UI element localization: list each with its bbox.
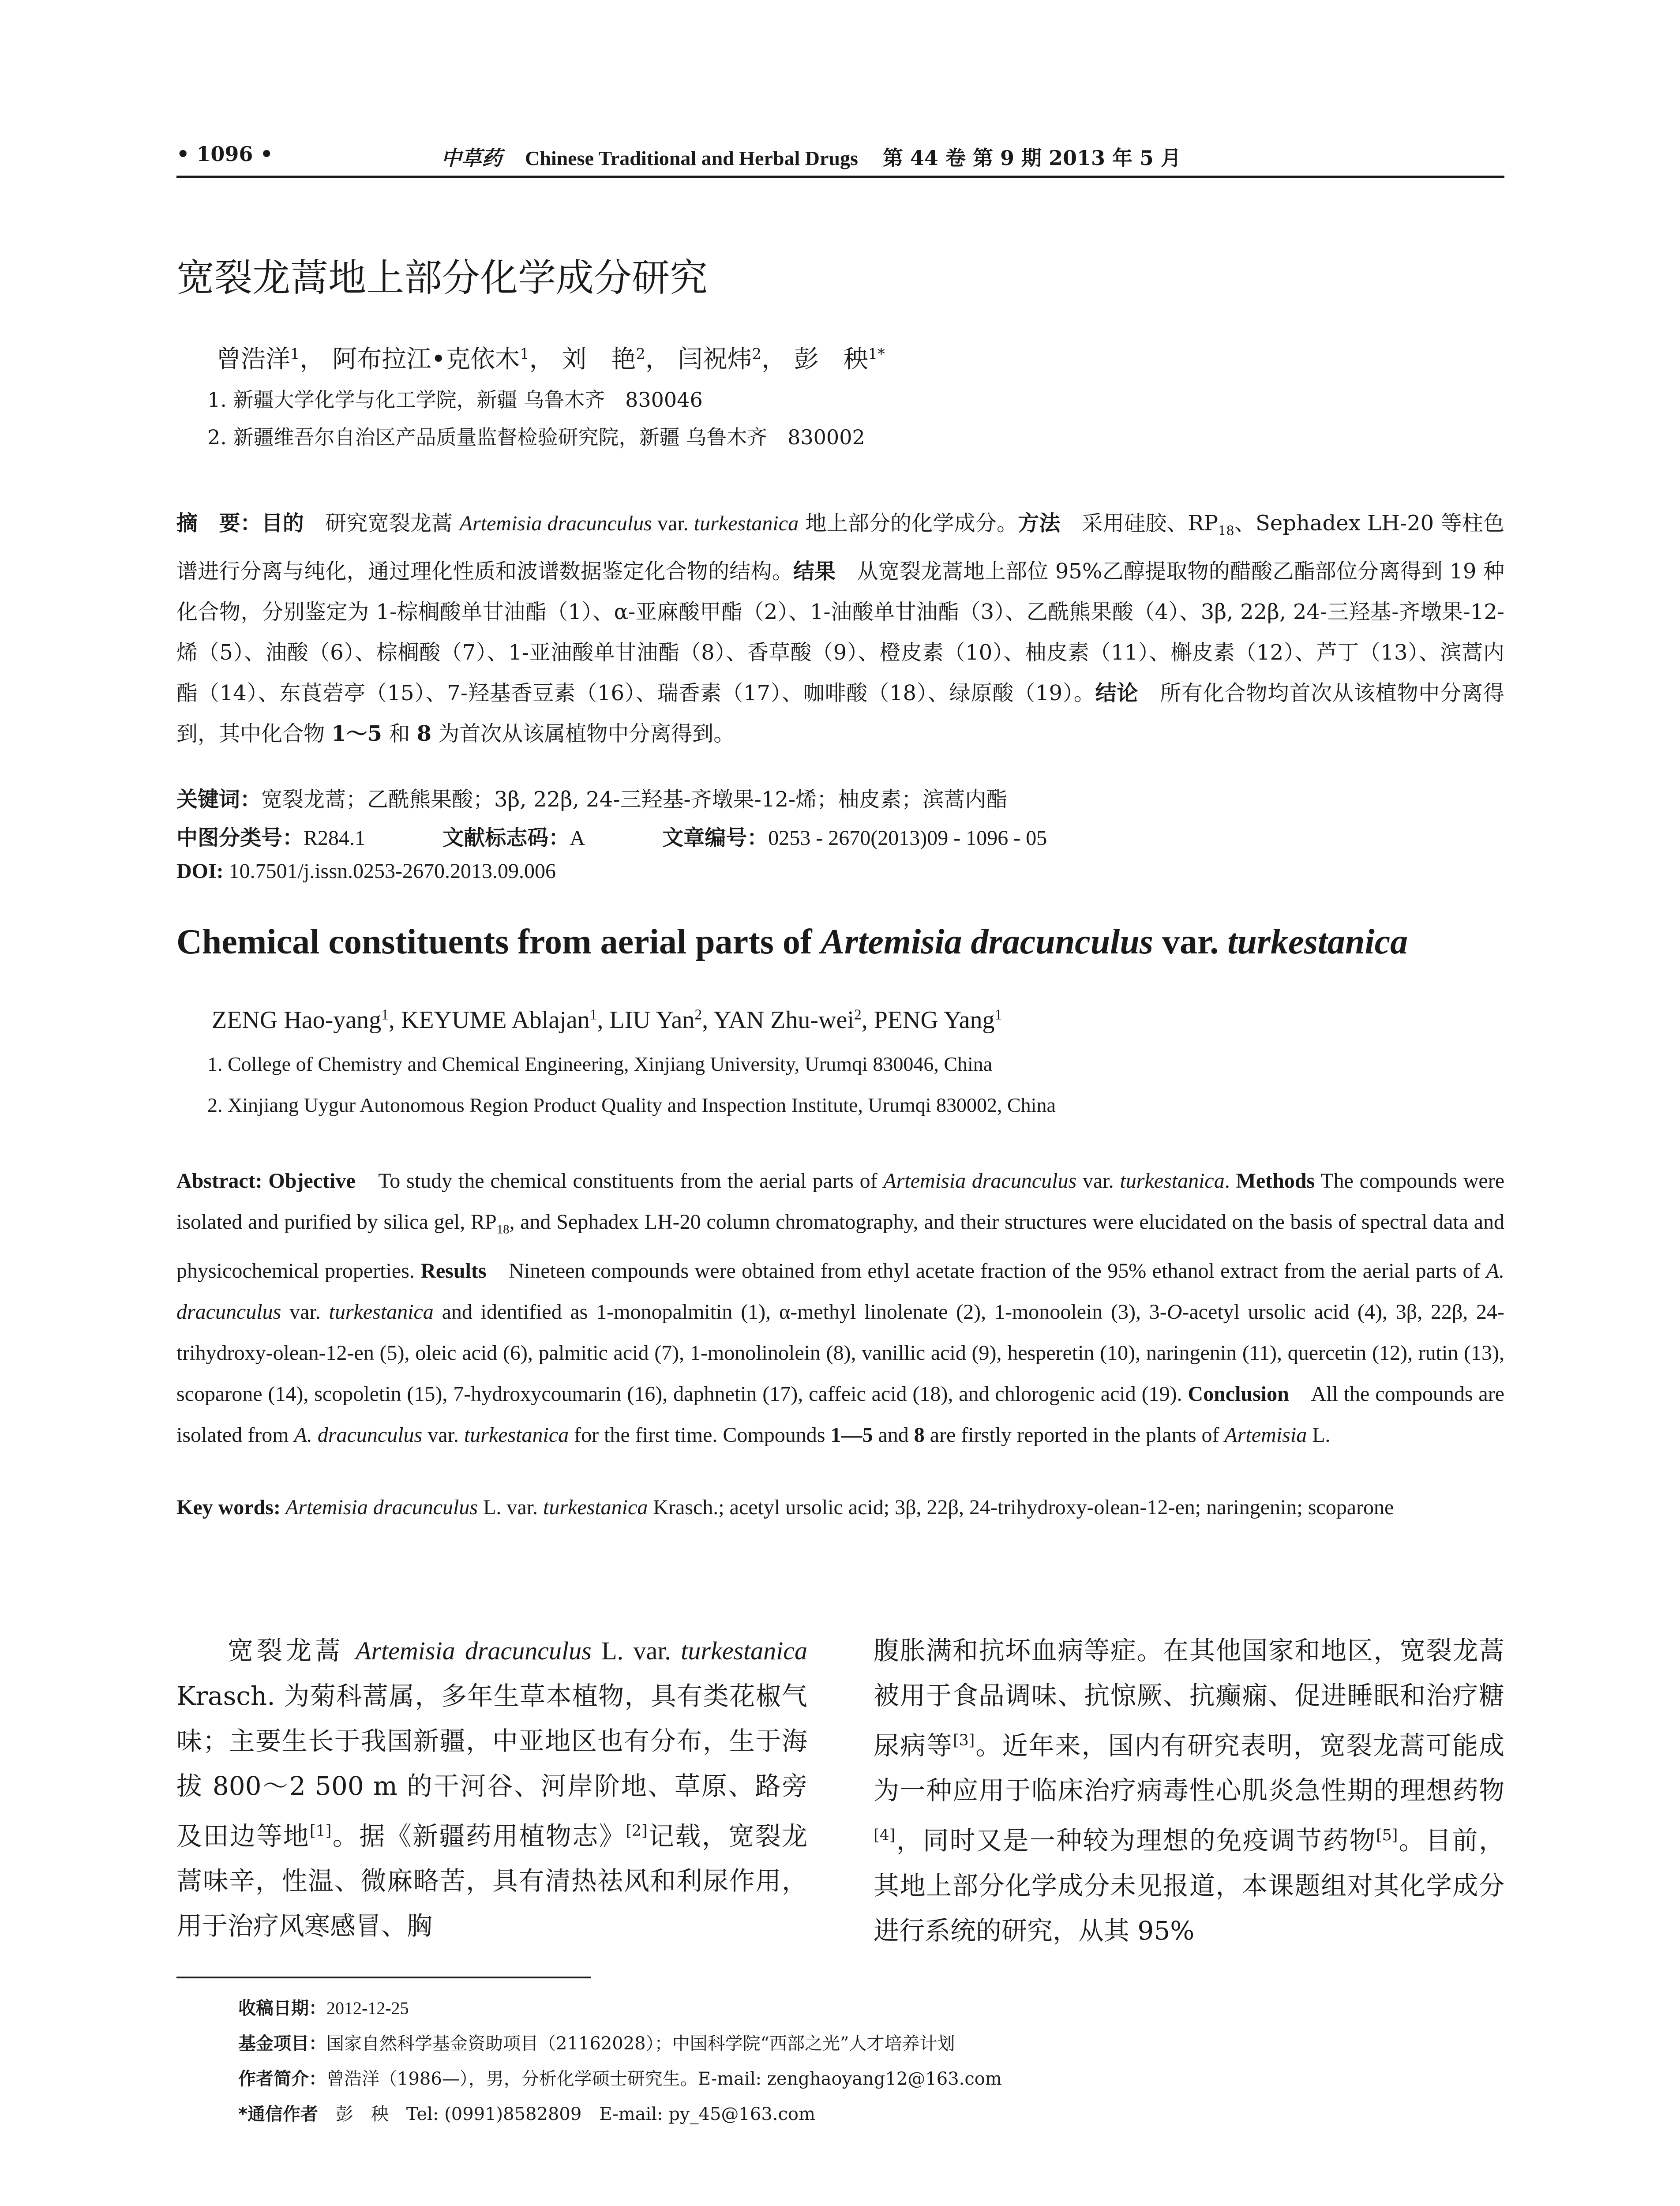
title-chinese: 宽裂龙蒿地上部分化学成分研究 bbox=[176, 256, 708, 300]
author: 闫祝炜 bbox=[678, 345, 752, 374]
page-number: • 1096 • bbox=[176, 142, 273, 166]
results-text: 从宽裂龙蒿地上部位 95%乙醇提取物的醋酸乙酯部位分离得到 19 种化合物，分别鉴定为 1-棕榈酸单甘油酯（1）、α-亚麻酸甲酯（2）、1-油酸单甘油酯（3）、乙酰熊果酸（4）、3β, 22β, 24-三羟基-齐墩果-12-烯（5）、油酸（6）、棕榈酸（7）、1-亚油酸单甘油酯（8）、香草酸（9）、橙皮素（10）、柚皮素（11）、槲皮素（12）、芦丁（13）、滨蒿内酯（14）、东莨菪亭（15）、7-羟基香豆素（16）、瑞香素（17）、咖啡酸（18）、绿原酸（19）。 bbox=[176, 559, 1504, 705]
variety-name: turkestanica bbox=[681, 1636, 807, 1665]
abstract-label: 摘 要： bbox=[176, 511, 262, 536]
keyword-species: Artemisia dracunculus bbox=[280, 1496, 478, 1519]
keywords-english bbox=[176, 1487, 1504, 1528]
author: 彭 秧 bbox=[794, 345, 868, 374]
author-affil-mark: 2 bbox=[694, 1006, 702, 1023]
variety-name: turkestanica bbox=[329, 1300, 434, 1324]
separator: , bbox=[702, 1006, 714, 1034]
author: 阿布拉江•克依木 bbox=[332, 345, 520, 374]
body-text: 。近年来，国内有研究表明，宽裂龙蒿可能成为一种应用于临床治疗病毒性心肌炎急性期的理想药物 bbox=[874, 1730, 1504, 1806]
results-text: Nineteen compounds were obtained from ethyl acetate fraction of the 95% ethanol extract from the aerial parts of bbox=[486, 1259, 1486, 1283]
author-affil-mark: 2 bbox=[854, 1006, 862, 1023]
keyword-text: Krasch.; acetyl ursolic acid; 3β, 22β, 24-trihydroxy-olean-12-en; naringenin; scoparone bbox=[648, 1496, 1394, 1519]
author-affil-mark: 1 bbox=[994, 1006, 1002, 1023]
author-affil-mark: 1* bbox=[868, 345, 885, 363]
clc-label: 中图分类号： bbox=[176, 825, 304, 850]
abstract-chinese bbox=[176, 503, 1504, 754]
body-text: 记载，宽裂龙蒿味辛，性温、微麻略苦，具有清热祛风和利尿作用，用于治疗风寒感冒、胸 bbox=[176, 1821, 807, 1941]
authors-chinese bbox=[216, 340, 885, 375]
author: PENG Yang bbox=[874, 1006, 995, 1034]
journal-header bbox=[441, 142, 1181, 171]
keyword-variety: turkestanica bbox=[543, 1496, 648, 1519]
species-name: Artemisia dracunculus bbox=[459, 512, 652, 535]
objective-text: . bbox=[1224, 1169, 1236, 1193]
abstract-english bbox=[176, 1160, 1504, 1456]
body-text: 。据《新疆药用植物志》 bbox=[331, 1821, 626, 1851]
title-variety: turkestanica bbox=[1227, 923, 1408, 961]
conclusion-label: 结论 bbox=[1095, 680, 1139, 705]
separator: , bbox=[597, 1006, 610, 1034]
objective-text: 地上部分的化学成分。 bbox=[799, 511, 1018, 536]
separator: ， bbox=[300, 345, 325, 374]
conclusion-text: 为首次从该属植物中分离得到。 bbox=[431, 721, 735, 746]
reference-mark[interactable]: [1] bbox=[310, 1822, 332, 1840]
footnote-label: *通信作者 bbox=[238, 2104, 318, 2124]
affiliation-cn-2: 2. 新疆维吾尔自治区产品质量监督检验研究院，新疆 乌鲁木齐 830002 bbox=[207, 425, 865, 449]
author: LIU Yan bbox=[609, 1006, 695, 1034]
title-english bbox=[176, 922, 1408, 962]
methods-label: Methods bbox=[1236, 1169, 1315, 1193]
footnote-corresponding bbox=[238, 2100, 815, 2125]
body-column-left bbox=[176, 1628, 807, 1948]
abstract-objective-label: Abstract: Objective bbox=[176, 1169, 356, 1193]
conclusion-text: 和 bbox=[382, 721, 417, 746]
reference-mark[interactable]: [2] bbox=[626, 1822, 648, 1840]
objective-label: 目的 bbox=[261, 511, 304, 536]
author-affil-mark: 1 bbox=[589, 1006, 597, 1023]
reference-mark[interactable]: [5] bbox=[1376, 1827, 1398, 1845]
compound-range: 1—5 bbox=[830, 1423, 873, 1447]
footnote-label: 作者简介： bbox=[238, 2069, 326, 2089]
author-affil-mark: 1 bbox=[381, 1006, 389, 1023]
author-affil-mark: 1 bbox=[520, 345, 529, 363]
footnote-label: 收稿日期： bbox=[238, 1998, 326, 2018]
results-text: -acetyl ursolic acid (4), 3β, 22β, 24-trihydroxy-olean-12-en (5), oleic acid (6), palmitic acid (7), 1-monolinolein (8), vanillic acid (9), hesperetin (10), naringenin (11), quercetin (12), rutin (13), scoparone (14), scopoletin (15), 7-hydroxycoumarin (16), daphnetin (17), caffeic acid (18), and chlorogenic acid (19). bbox=[176, 1300, 1505, 1406]
author: 曾浩洋 bbox=[216, 345, 290, 374]
var-text: var. bbox=[1076, 1169, 1120, 1193]
separator: ， bbox=[529, 345, 554, 374]
footnote-bio bbox=[238, 2065, 1002, 2090]
methods-text: 采用硅胶、RP bbox=[1060, 511, 1218, 536]
methods-label: 方法 bbox=[1018, 511, 1061, 536]
footnote-value: 2012-12-25 bbox=[326, 1998, 409, 2018]
journal-name-en: Chinese Traditional and Herbal Drugs bbox=[525, 147, 858, 169]
conclusion-text: and bbox=[873, 1423, 914, 1447]
rp-subscript: 18 bbox=[1218, 523, 1234, 538]
rp-subscript: 18 bbox=[496, 1222, 510, 1237]
footnote-rule bbox=[176, 1977, 591, 1978]
journal-name-cn: 中草药 bbox=[441, 146, 502, 170]
results-label: Results bbox=[420, 1259, 487, 1283]
conclusion-text: for the first time. Compounds bbox=[569, 1423, 831, 1447]
conclusion-text: All the compounds are isolated from bbox=[176, 1382, 1504, 1447]
affiliation-en-1: 1. College of Chemistry and Chemical Engineering, Xinjiang University, Urumqi 830046, China bbox=[207, 1053, 993, 1075]
var-text: var. bbox=[652, 512, 694, 535]
header-rule bbox=[176, 176, 1504, 178]
authors-english bbox=[212, 1006, 1002, 1034]
author-affil-mark: 2 bbox=[752, 345, 761, 363]
footnote-label: 基金项目： bbox=[238, 2033, 326, 2054]
footnote-value: 曾浩洋（1986—），男，分析化学硕士研究生。E-mail: zenghaoyang12@163.com bbox=[326, 2069, 1002, 2089]
body-text: L. var. bbox=[591, 1636, 681, 1665]
footnote-fund bbox=[238, 2030, 955, 2055]
doc-code-value: A bbox=[570, 826, 585, 850]
species-abbr: A. dracunculus bbox=[176, 1259, 1504, 1324]
keywords-text: 宽裂龙蒿；乙酰熊果酸；3β, 22β, 24-三羟基-齐墩果-12-烯；柚皮素；滨蒿内酯 bbox=[261, 787, 1008, 812]
title-species: Artemisia dracunculus bbox=[821, 923, 1154, 961]
o-label: O bbox=[1166, 1300, 1182, 1324]
author: KEYUME Ablajan bbox=[401, 1006, 590, 1034]
methods-text: The compounds were isolated and purified by silica gel, RP bbox=[176, 1169, 1504, 1234]
affiliation-en-2: 2. Xinjiang Uygur Autonomous Region Product Quality and Inspection Institute, Urumqi 830002, China bbox=[207, 1094, 1056, 1116]
conclusion-text: 所有化合物均首次从该植物中分离得到，其中化合物 bbox=[176, 680, 1504, 746]
article-number-value: 0253 - 2670(2013)09 - 1096 - 05 bbox=[768, 826, 1047, 850]
conclusion-text: L. bbox=[1307, 1423, 1331, 1447]
separator: ， bbox=[761, 345, 786, 374]
conclusion-label: Conclusion bbox=[1188, 1382, 1289, 1406]
doi-line bbox=[176, 859, 556, 883]
title-text: Chemical constituents from aerial parts of bbox=[176, 923, 821, 961]
methods-text: , and Sephadex LH-20 column chromatography, and their structures were elucidated on the basis of spectral data and physicochemical properties. bbox=[176, 1210, 1504, 1283]
compound-range: 1～5 bbox=[331, 721, 382, 746]
keyword-text: L. var. bbox=[478, 1496, 544, 1519]
compound-number: 8 bbox=[416, 721, 432, 746]
separator: ， bbox=[645, 345, 670, 374]
objective-text: To study the chemical constituents from the aerial parts of bbox=[355, 1169, 884, 1193]
methods-text: 、Sephadex LH-20 等柱色谱进行分离与纯化，通过理化性质和波谱数据鉴定化合物的结构。 bbox=[176, 511, 1504, 584]
genus-name: Artemisia bbox=[1224, 1423, 1307, 1447]
body-text: 宽裂龙蒿 bbox=[228, 1636, 356, 1666]
var-text: var. bbox=[422, 1423, 464, 1447]
footnote-value: 国家自然科学基金资助项目（21162028）；中国科学院“西部之光”人才培养计划 bbox=[326, 2033, 955, 2054]
results-text: and identified as 1-monopalmitin (1), α-methyl linolenate (2), 1-monoolein (3), 3- bbox=[433, 1300, 1167, 1324]
species-abbr: A. dracunculus bbox=[294, 1423, 423, 1447]
reference-mark[interactable]: [4] bbox=[874, 1827, 896, 1845]
results-label: 结果 bbox=[793, 559, 836, 584]
journal-issue: 第 44 卷 第 9 期 2013 年 5 月 bbox=[882, 146, 1181, 170]
body-text: ，同时又是一种较为理想的免疫调节药物 bbox=[895, 1825, 1376, 1856]
clc-value: R284.1 bbox=[304, 826, 366, 850]
affiliation-cn-1: 1. 新疆大学化学与化工学院，新疆 乌鲁木齐 830046 bbox=[207, 388, 703, 412]
footnote-value: 彭 秧 Tel: (0991)8582809 E-mail: py_45@163.com bbox=[318, 2104, 815, 2124]
doi-link[interactable]: 10.7501/j.issn.0253-2670.2013.09.006 bbox=[223, 859, 556, 883]
separator: , bbox=[388, 1006, 401, 1034]
classification-line bbox=[176, 821, 1047, 851]
variety-name: turkestanica bbox=[464, 1423, 569, 1447]
doi-label: DOI: bbox=[176, 859, 224, 883]
body-column-right bbox=[874, 1628, 1504, 1953]
variety-name: turkestanica bbox=[1120, 1169, 1225, 1193]
author-affil-mark: 1 bbox=[290, 345, 300, 363]
species-name: Artemisia dracunculus bbox=[356, 1636, 592, 1665]
author: ZENG Hao-yang bbox=[212, 1006, 382, 1034]
keywords-label: Key words: bbox=[176, 1496, 281, 1519]
body-text: 腹胀满和抗坏血病等症。在其他国家和地区，宽裂龙蒿被用于食品调味、抗惊厥、抗癫痫、促进睡眠和治疗糖尿病等 bbox=[874, 1636, 1504, 1761]
author: YAN Zhu-wei bbox=[713, 1006, 854, 1034]
body-text: Krasch. 为菊科蒿属，多年生草本植物，具有类花椒气味；主要生长于我国新疆，中亚地区也有分布，生于海拔 800～2 500 m 的干河谷、河岸阶地、草原、路旁及田边等地 bbox=[176, 1681, 807, 1851]
species-name: Artemisia dracunculus bbox=[883, 1169, 1077, 1193]
compound-number: 8 bbox=[914, 1423, 925, 1447]
article-number-label: 文章编号： bbox=[662, 825, 769, 850]
variety-name: turkestanica bbox=[694, 512, 799, 535]
conclusion-text: are firstly reported in the plants of bbox=[924, 1423, 1225, 1447]
separator: , bbox=[861, 1006, 874, 1034]
doc-code-label: 文献标志码： bbox=[442, 825, 570, 850]
title-text: var. bbox=[1153, 923, 1228, 961]
body-text: 。目前，其地上部分化学成分未见报道，本课题组对其化学成分进行系统的研究，从其 95% bbox=[874, 1825, 1504, 1946]
author: 刘 艳 bbox=[562, 345, 636, 374]
author-affil-mark: 2 bbox=[636, 345, 645, 363]
footnote-received bbox=[238, 1994, 409, 2019]
var-text: var. bbox=[281, 1300, 329, 1324]
keywords-chinese bbox=[176, 782, 1007, 813]
objective-text: 研究宽裂龙蒿 bbox=[304, 511, 460, 536]
keywords-label: 关键词： bbox=[176, 787, 262, 812]
reference-mark[interactable]: [3] bbox=[953, 1732, 975, 1749]
